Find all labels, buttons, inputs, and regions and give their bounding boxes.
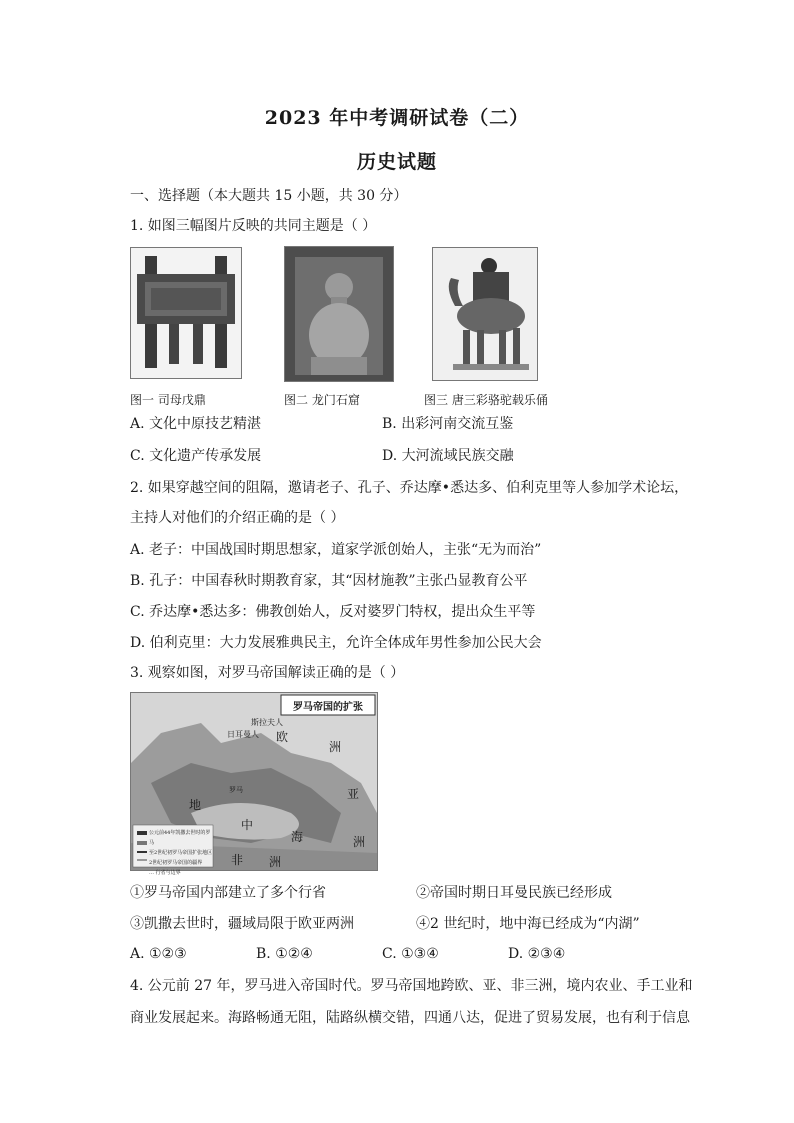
map-label-europe-2: 洲 (329, 740, 342, 754)
q1-option-b[interactable]: B. 出彩河南交流互鉴 (382, 416, 514, 432)
q2-option-a[interactable]: A. 老子：中国战国时期思想家，道家学派创始人，主张“无为而治” (130, 542, 542, 558)
q3-statement-1: ①罗马帝国内部建立了多个行省 (130, 885, 326, 901)
figure-3-caption: 图三 唐三彩骆驼载乐俑 (424, 393, 548, 407)
q2-option-c[interactable]: C. 乔达摩•悉达多：佛教创始人，反对婆罗门特权，提出众生平等 (130, 604, 536, 620)
q1-option-d[interactable]: D. 大河流域民族交融 (382, 448, 514, 464)
question-1-stem: 1. 如图三幅图片反映的共同主题是（ ） (130, 218, 377, 234)
map-label-rome: 罗马 (229, 786, 243, 794)
map-label-germans: 日耳曼人 (227, 730, 259, 739)
map-label-med-2: 中 (241, 818, 254, 832)
q1-option-c[interactable]: C. 文化遗产传承发展 (130, 448, 262, 464)
q3-option-c[interactable]: C. ①③④ (382, 946, 439, 962)
q3-statement-3: ③凯撒去世时，疆域局限于欧亚两洲 (130, 916, 354, 932)
legend-item: … 行省与边界 (149, 870, 181, 876)
q2-option-d[interactable]: D. 伯利克里：大力发展雅典民主，允许全体成年男性参加公民大会 (130, 635, 542, 651)
q2-option-b[interactable]: B. 孔子：中国春秋时期教育家，其“因材施教”主张凸显教育公平 (130, 573, 528, 589)
section-heading: 一、选择题（本大题共 15 小题，共 30 分） (130, 188, 408, 204)
question-4-stem-line-2: 商业发展起来。海路畅通无阻，陆路纵横交错，四通八达，促进了贸易发展，也有利于信息 (130, 1010, 690, 1026)
q3-statement-2: ②帝国时期日耳曼民族已经形成 (416, 885, 612, 901)
q1-option-a[interactable]: A. 文化中原技艺精湛 (130, 416, 262, 432)
map-label-africa-1: 非 (231, 853, 244, 867)
tang-camel-image (432, 247, 538, 381)
map-label-africa-2: 洲 (269, 855, 282, 869)
question-2-stem-line-1: 2. 如果穿越空间的阻隔，邀请老子、孔子、乔达摩•悉达多、伯利克里等人参加学术论坛， (130, 480, 689, 496)
map-label-slavs: 斯拉夫人 (251, 718, 283, 727)
q3-option-d[interactable]: D. ②③④ (508, 946, 566, 962)
map-legend (149, 828, 213, 878)
legend-item: 公元前44年凯撒去世时的罗马 (149, 830, 211, 846)
page-title: 2023 年中考调研试卷（二） (264, 107, 530, 129)
bronze-ding-image (130, 247, 242, 379)
map-title: 罗马帝国的扩张 (293, 702, 363, 713)
legend-item: 至2世纪初罗马帝国扩张地区 (149, 850, 213, 856)
map-label-med-3: 海 (291, 830, 304, 844)
q3-statement-4: ④2 世纪时，地中海已经成为“内湖” (416, 916, 640, 932)
page-subtitle: 历史试题 (356, 151, 437, 173)
question-2-stem-line-2: 主持人对他们的介绍正确的是（ ） (130, 510, 345, 526)
map-label-europe-1: 欧 (276, 730, 289, 744)
roman-empire-map (130, 692, 378, 876)
longmen-grottoes-icon (285, 247, 393, 381)
question-4-stem-line-1: 4. 公元前 27 年，罗马进入帝国时代。罗马帝国地跨欧、亚、非三洲，境内农业、手工业和 (130, 978, 693, 994)
map-label-med-1: 地 (189, 798, 202, 812)
figure-1-caption: 图一 司母戊鼎 (130, 393, 206, 407)
tang-tricolor-camel-icon (433, 248, 537, 380)
map-label-asia-1: 亚 (347, 787, 360, 801)
longmen-grottoes-image (284, 246, 394, 382)
map-label-asia-2: 洲 (353, 835, 366, 849)
legend-item: 2世纪初罗马帝国的疆界 (149, 860, 203, 866)
figure-2-caption: 图二 龙门石窟 (284, 393, 360, 407)
q3-option-a[interactable]: A. ①②③ (130, 946, 187, 962)
bronze-ding-icon (131, 248, 241, 378)
q3-option-b[interactable]: B. ①②④ (256, 946, 313, 962)
question-3-stem: 3. 观察如图，对罗马帝国解读正确的是（ ） (130, 665, 405, 681)
